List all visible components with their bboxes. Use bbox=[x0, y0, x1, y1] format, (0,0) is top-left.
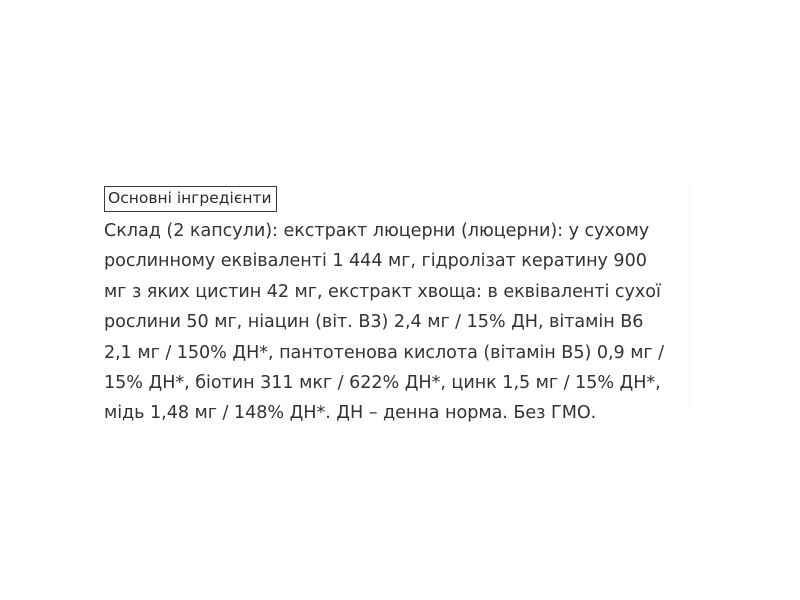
ingredients-heading: Основні інгредієнти bbox=[104, 186, 277, 212]
ingredients-section bbox=[104, 186, 696, 429]
ingredients-text bbox=[104, 216, 696, 429]
ingredients-line: мідь 1,48 мг / 148% ДН*. ДН – денна норма. Без ГМО. bbox=[104, 403, 597, 424]
ingredients-line: 2,1 мг / 150% ДН*, пантотенова кислота (вітамін В5) 0,9 мг / bbox=[104, 342, 665, 363]
text-column-edge bbox=[689, 186, 690, 408]
ingredients-line: мг з яких цистин 42 мг, екстракт хвоща: в еквіваленті сухої bbox=[104, 281, 661, 302]
ingredients-line: Склад (2 капсули): екстракт люцерни (люцерни): у сухому bbox=[104, 221, 650, 241]
ingredients-line: 15% ДН*, біотин 311 мкг / 622% ДН*, цинк 1,5 мг / 15% ДН*, bbox=[104, 373, 661, 394]
ingredients-line: рослини 50 мг, ніацин (віт. В3) 2,4 мг / 15% ДН, вітамін В6 bbox=[104, 312, 644, 333]
ingredients-line: рослинному еквіваленті 1 444 мг, гідролізат кератину 900 bbox=[104, 251, 647, 272]
